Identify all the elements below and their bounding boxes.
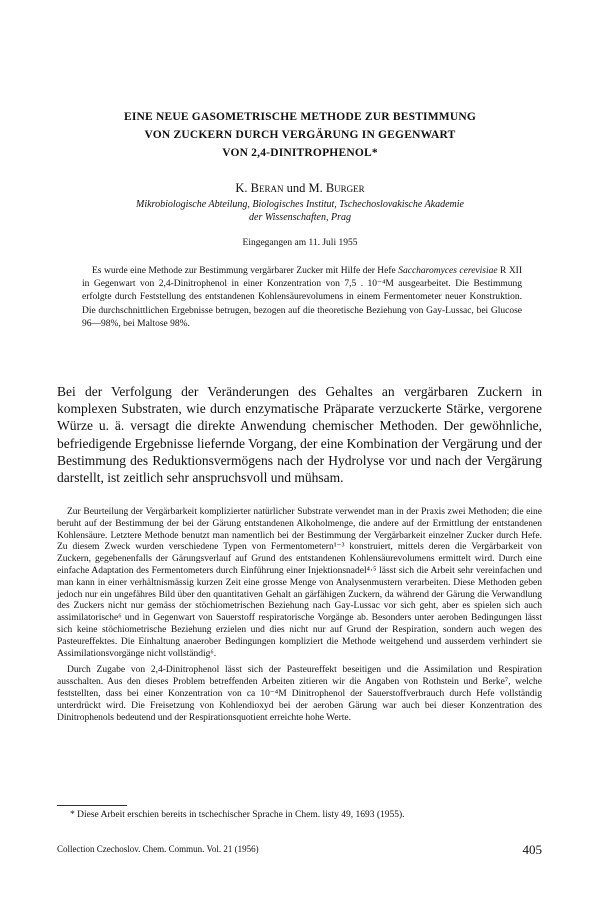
- received-date: Eingegangen am 11. Juli 1955: [242, 238, 358, 248]
- author-conjunction: und: [286, 181, 306, 195]
- page-number: 405: [522, 842, 542, 857]
- title-line: EINE NEUE GASOMETRISCHE METHODE ZUR BESTIMMUNG: [123, 111, 476, 123]
- affiliation: [60, 198, 540, 224]
- lead-paragraph: Bei der Verfolgung der Veränderungen des Gehaltes an vergärbaren Zuckern in komplexen Substraten, wie durch enzymatische Präparate verzuckerte Stärke, vergorene Würze u. ä. versagt die direkte Anwendung chemischer Methoden. Der gewöhnliche, befriedigende Ergebnisse liefernde Vorgang, der eine Kombination der Vergärung und der Bestimmung des Reduktionsvermögens nach der Hydrolyse vor und nach der Vergärung darstellt, ist zeitlich sehr anspruchsvoll und mühsam.: [57, 384, 542, 486]
- abstract-paragraph: Es wurde eine Methode zur Bestimmung vergärbarer Zucker mit Hilfe der Hefe Saccharomyces cerevisiae R XII in Gegenwart von 2,4-Dinitrophenol in einer Konzentration von 7,5 . 10⁻⁴M ausgearbeitet. Die Bestimmung erfolgte durch Feststellung des entstandenen Kohlensäurevolumens in einem Fermentometer neuer Konstruktion. Die durchschnittlichen Ergebnisse betrugen, bezogen auf die theoretische Beziehung von Gay-Lussac, bei Glucose 96—98%, bei Maltose 98%.: [82, 266, 523, 329]
- author-name: M. Burger: [308, 181, 365, 195]
- affiliation-line: der Wissenschaften, Prag: [249, 212, 351, 223]
- journal-citation: Collection Czechoslov. Chem. Commun. Vol. 21 (1956): [57, 844, 259, 854]
- abstract: [82, 265, 522, 331]
- footnote-divider: [57, 805, 127, 806]
- authors: [60, 181, 540, 196]
- footnote: * Diese Arbeit erschien bereits in tschechischer Sprache in Chem. listy 49, 1693 (1955).: [70, 810, 405, 820]
- article-title: [60, 108, 540, 162]
- page-footer: [57, 842, 542, 860]
- species-name: Saccharomyces cerevisiae: [398, 266, 498, 276]
- title-line: VON 2,4-DINITROPHENOL*: [222, 147, 378, 159]
- body-text: [57, 507, 542, 729]
- title-line: VON ZUCKERN DURCH VERGÄRUNG IN GEGENWART: [144, 129, 456, 141]
- body-paragraph: Zur Beurteilung der Vergärbarkeit komplizierter natürlicher Substrate verwendet man in der Praxis zwei Methoden; die eine beruht auf der Bestimmung der bei der Gärung entstandenen Alkoholmenge, die andere auf der Ermittlung der entstandenen Kohlensäure. Letztere Methode benutzt man namentlich bei der Bestimmung der Vergärbarkeit einzelner Zucker durch Hefe. Zu diesem Zweck wurden verschiedene Typen von Fermentometern¹⁻³ konstruiert, mittels deren die Vergärbarkeit von Zuckern, gegebenenfalls der Gärungsverlauf auf Grund des entstandenen Kohlensäurevolumens ermittelt wird. Durch eine einfache Adaptation des Fermentometers durch Einführung einer Injektionsnadel⁴·⁵ lässt sich die Arbeit sehr vereinfachen und man kann in einer verhältnismässig kurzen Zeit eine grosse Menge von Analysenmustern verarbeiten. Diese Methoden geben jedoch nur ein ungefähres Bild über den quantitativen Gehalt an gärfähigen Zuckern, da während der Gärung die Verwandlung des Zuckers nicht nur gemäss der stöchiometrischen Beziehung nach Gay-Lussac vor sich geht, aber es spielen sich auch assimilatorische⁶ und in Gegenwart von Sauerstoff respiratorische Vorgänge ab. Besonders unter aeroben Bedingungen lässt sich keine stöchiometrische Beziehung erzielen und dies nicht nur auf Grund der Respiration, sondern auch wegen des Pasteureffektes. Die Einhaltung anaerober Bedingungen kompliziert die Methode weitgehend und ausserdem verhindert sie Assimilationsvorgänge nicht vollständig⁶.: [57, 507, 542, 659]
- body-paragraph: Durch Zugabe von 2,4-Dinitrophenol lässt sich der Pasteureffekt beseitigen und die Assimilation und Respiration ausschalten. Aus den dieses Problem betreffenden Arbeiten zitieren wir die Angaben von Rothstein und Berke⁷, welche feststellten, dass bei einer Konzentration von ca 10⁻⁴M Dinitrophenol der Sauerstoffverbrauch durch Hefe vollständig unterdrückt wird. Die Freisetzung von Kohlendioxyd bei der aeroben Gärung war auch bei dieser Konzentration des Dinitrophenols bedeutend und der Respirationsquotient erreichte hohe Werte.: [57, 665, 542, 723]
- author-name: K. Beran: [235, 181, 284, 195]
- affiliation-line: Mikrobiologische Abteilung, Biologisches Institut, Tschechoslovakische Akademie: [136, 199, 464, 210]
